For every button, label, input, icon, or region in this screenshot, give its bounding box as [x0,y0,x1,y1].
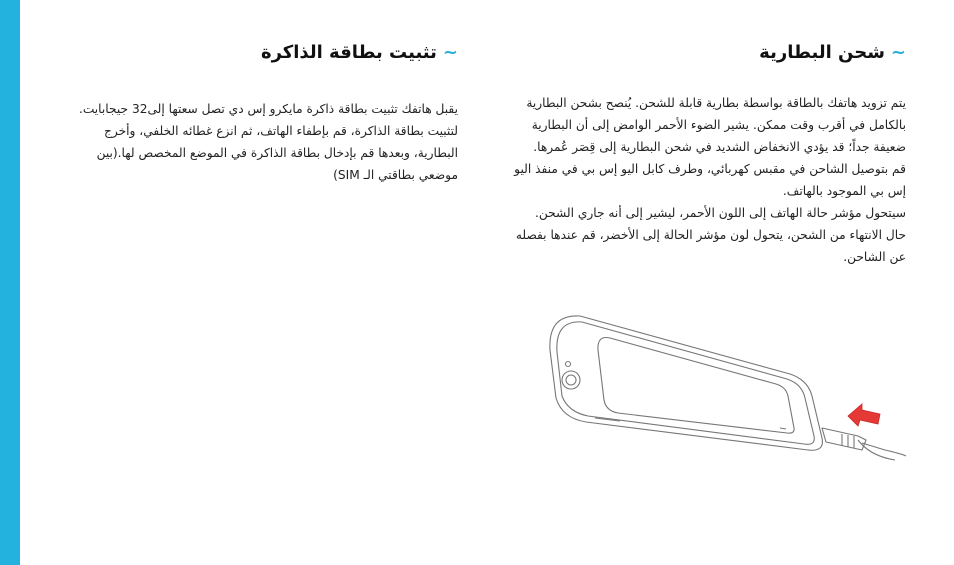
battery-paragraph: قم بتوصيل الشاحن في مقبس كهربائي، وطرف كابل اليو إس بي في منفذ اليو إس بي الموجود بالهاتف. [514,162,906,198]
insert-arrow-icon [848,404,880,426]
memory-card-section [58,42,458,182]
battery-paragraph: يتم تزويد هاتفك بالطاقة بواسطة بطارية قابلة للشحن. يُنصح بشحن البطارية بالكامل في أقرب وقت ممكن. يشير الضوء الأحمر الوامض إلى أن البطارية ضعيفة جداً؛ قد يؤدي الانخفاض الشديد في شحن البطارية إلى قِصَر عُمرها. [526,96,906,154]
heading-text: تثبيت بطاقة الذاكرة [260,42,437,63]
heading-bullet: ~ [890,42,906,63]
battery-charging-heading [498,42,906,63]
phone-charging-illustration [540,310,920,470]
battery-charging-body [498,92,906,268]
battery-cover [598,338,794,434]
memory-card-body [58,98,458,186]
memory-card-heading [58,42,458,63]
heading-bullet: ~ [442,42,458,63]
heading-text: شحن البطارية [759,42,885,63]
battery-charging-section [498,42,906,264]
memory-card-paragraph: يقبل هاتفك تثبيت بطاقة ذاكرة مايكرو إس دي تصل سعتها إلى32 جيجابايت. [78,102,458,116]
battery-paragraph: سيتحول مؤشر حالة الهاتف إلى اللون الأحمر، ليشير إلى أنه جاري الشحن. [534,206,906,220]
usb-cable [822,428,866,450]
battery-paragraph: حال الانتهاء من الشحن، يتحول لون مؤشر الحالة إلى الأخضر، قم عندها بفصله عن الشاحن. [515,228,906,264]
camera-lens-icon [562,371,580,389]
memory-card-paragraph: لتثبيت بطاقة الذاكرة، قم بإطفاء الهاتف، ثم انزع غطائه الخلفي، وأخرج البطارية، وبعدها قم بإدخال بطاقة الذاكرة في الموضع المخصص لها.(بين موضعي بطاقتي الـ SIM) [96,124,458,182]
phone-body [550,316,823,450]
left-accent-bar [0,0,20,565]
